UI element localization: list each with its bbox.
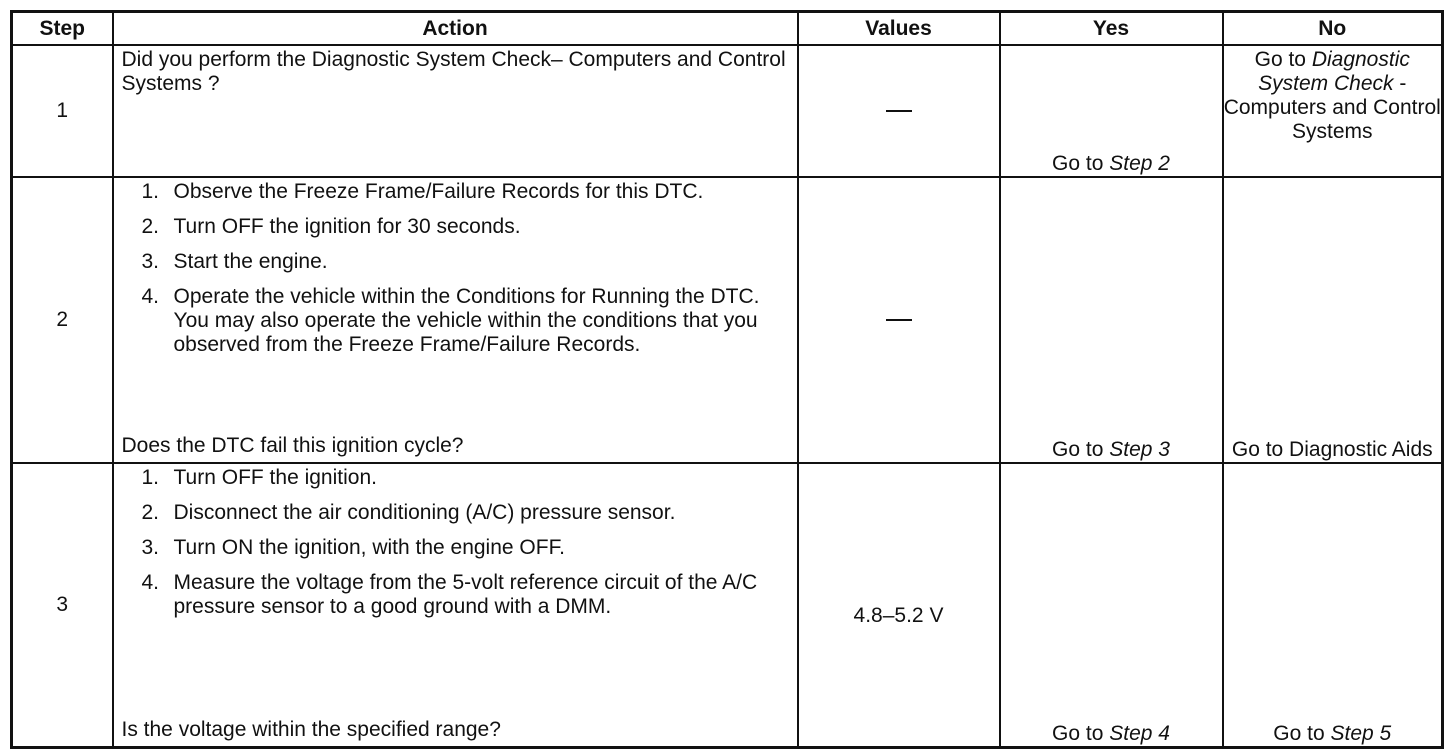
header-action: Action <box>113 12 798 46</box>
item-text: Turn ON the ignition, with the engine OFF. <box>173 536 565 559</box>
yes-cell <box>1000 45 1223 177</box>
list-item <box>114 250 789 274</box>
action-question: Is the voltage within the specified range? <box>121 718 501 741</box>
no-cell <box>1223 463 1443 748</box>
item-number: 3. <box>141 250 160 273</box>
step-number: 2 <box>12 177 113 463</box>
item-text: Turn OFF the ignition for 30 seconds. <box>173 215 521 238</box>
values-cell <box>798 177 1000 463</box>
list-item <box>114 466 789 490</box>
header-step: Step <box>12 12 113 46</box>
diagnostic-table <box>10 10 1444 749</box>
yes-step-link[interactable]: Step 2 <box>1109 152 1170 175</box>
step-number: 1 <box>12 45 113 177</box>
item-number: 2. <box>141 501 160 524</box>
list-item <box>114 285 789 357</box>
table-row <box>12 177 1443 463</box>
yes-step-link[interactable]: Step 3 <box>1109 438 1170 461</box>
action-cell <box>113 463 798 748</box>
no-value-dash <box>886 110 912 112</box>
list-item <box>114 501 789 525</box>
header-yes: Yes <box>1000 12 1223 46</box>
no-prefix: Go to <box>1273 722 1331 745</box>
action-cell <box>113 177 798 463</box>
list-item <box>114 536 789 560</box>
item-text: Measure the voltage from the 5-volt reference circuit of the A/C pressure sensor to a good ground with a DMM. <box>173 571 758 618</box>
list-item <box>114 571 789 619</box>
step-number: 3 <box>12 463 113 748</box>
header-no: No <box>1223 12 1443 46</box>
no-suffix: - Computers and Control Systems <box>1223 72 1441 143</box>
no-diagnostic-check-link[interactable]: Diagnostic System Check <box>1258 48 1410 95</box>
item-number: 1. <box>141 466 160 489</box>
item-text: Disconnect the air conditioning (A/C) pressure sensor. <box>173 501 676 524</box>
action-question: Does the DTC fail this ignition cycle? <box>121 434 464 457</box>
no-step-link[interactable]: Step 5 <box>1330 722 1392 745</box>
action-text: Did you perform the Diagnostic System Check– Computers and Control Systems ? <box>121 48 786 95</box>
item-number: 3. <box>141 536 160 559</box>
yes-step-link[interactable]: Step 4 <box>1109 722 1170 745</box>
item-number: 2. <box>141 215 160 238</box>
action-cell <box>113 45 798 177</box>
no-value-dash <box>886 319 912 321</box>
list-item <box>114 180 789 204</box>
yes-prefix: Go to <box>1052 722 1110 745</box>
no-cell <box>1223 45 1443 177</box>
item-text: Turn OFF the ignition. <box>173 466 377 489</box>
item-number: 4. <box>141 571 160 594</box>
item-number: 1. <box>141 180 160 203</box>
values-cell <box>798 45 1000 177</box>
yes-prefix: Go to <box>1052 152 1110 175</box>
yes-prefix: Go to <box>1052 438 1110 461</box>
no-diagnostic-aids-link[interactable]: Go to Diagnostic Aids <box>1231 438 1433 461</box>
item-text: Start the engine. <box>173 250 328 273</box>
voltage-range-value: 4.8–5.2 V <box>853 604 944 627</box>
no-prefix: Go to <box>1254 48 1312 71</box>
yes-cell <box>1000 177 1223 463</box>
no-cell <box>1223 177 1443 463</box>
item-number: 4. <box>141 285 160 308</box>
values-cell <box>798 463 1000 748</box>
yes-cell <box>1000 463 1223 748</box>
table-row <box>12 463 1443 748</box>
header-values: Values <box>798 12 1000 46</box>
action-steps-list <box>114 178 797 357</box>
table-row <box>12 45 1443 177</box>
item-text: Operate the vehicle within the Conditions for Running the DTC. You may also operate the vehicle within the conditions that you observed from the Freeze Frame/Failure Records. <box>173 285 760 356</box>
action-steps-list <box>114 464 797 619</box>
item-text: Observe the Freeze Frame/Failure Records for this DTC. <box>173 180 704 203</box>
header-row <box>12 12 1443 46</box>
list-item <box>114 215 789 239</box>
